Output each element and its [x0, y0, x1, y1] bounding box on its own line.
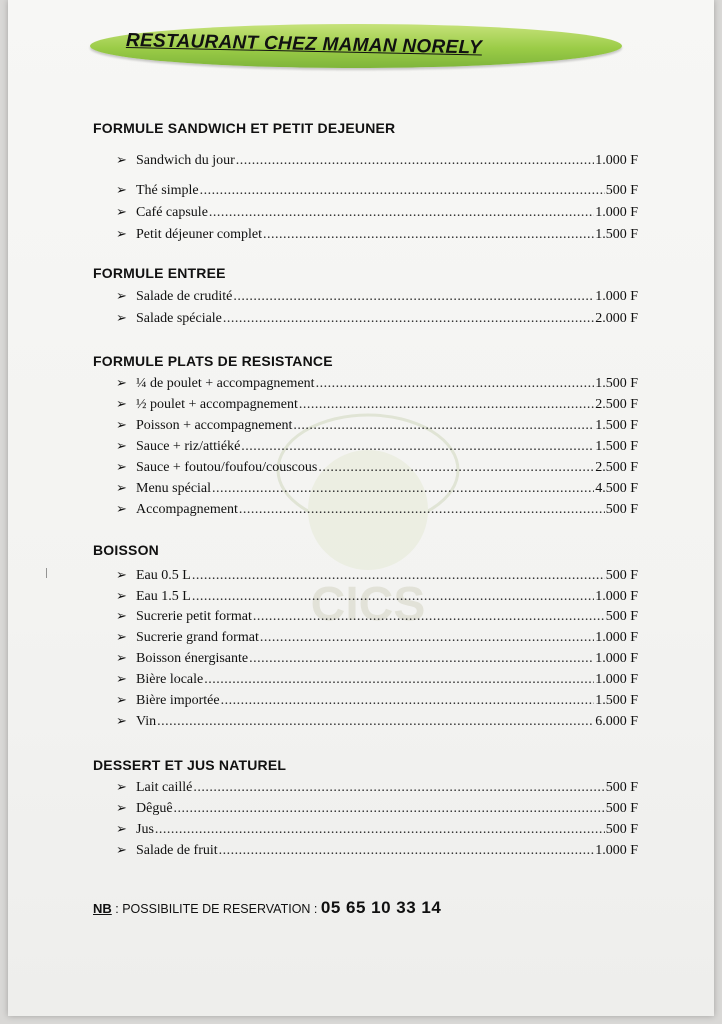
arrowhead-bullet-icon: ➢	[116, 375, 127, 390]
section-title-plats: FORMULE PLATS DE RESISTANCE	[93, 353, 333, 369]
menu-item: ➢ Bière locale ..... 1.000 F	[116, 671, 638, 691]
menu-sheet	[8, 0, 714, 1016]
menu-item: ➢ Bière importée ..... 1.500 F	[116, 692, 638, 712]
menu-item: ➢ Poisson + accompagnement ..... 1.500 F	[116, 417, 638, 437]
arrowhead-bullet-icon: ➢	[116, 608, 127, 623]
restaurant-title: RESTAURANT CHEZ MAMAN NORELY	[125, 30, 483, 59]
menu-item: ➢ Boisson énergisante ..... 1.000 F	[116, 650, 638, 670]
section-title-dessert: DESSERT ET JUS NATUREL	[93, 757, 287, 773]
arrowhead-bullet-icon: ➢	[116, 182, 127, 197]
section-title-sandwich: FORMULE SANDWICH ET PETIT DEJEUNER	[93, 120, 396, 136]
menu-item: ➢ Dêguê ..... 500 F	[116, 800, 638, 820]
menu-item: ➢ ¼ de poulet + accompagnement ..... 1.500 F	[116, 375, 638, 395]
arrowhead-bullet-icon: ➢	[116, 588, 127, 603]
menu-item: ➢ Accompagnement ..... 500 F	[116, 501, 638, 521]
reservation-note	[93, 898, 441, 918]
arrowhead-bullet-icon: ➢	[116, 800, 127, 815]
menu-item: ➢ Sauce + foutou/foufou/couscous ..... 2.500 F	[116, 459, 638, 479]
arrowhead-bullet-icon: ➢	[116, 821, 127, 836]
arrowhead-bullet-icon: ➢	[116, 417, 127, 432]
menu-item: ➢ Café capsule ..... 1.000 F	[116, 204, 638, 224]
arrowhead-bullet-icon: ➢	[116, 650, 127, 665]
paper-speck	[46, 568, 47, 578]
arrowhead-bullet-icon: ➢	[116, 480, 127, 495]
arrowhead-bullet-icon: ➢	[116, 567, 127, 582]
arrowhead-bullet-icon: ➢	[116, 713, 127, 728]
menu-item: ➢ Thé simple ..... 500 F	[116, 182, 638, 202]
section-title-entree: FORMULE ENTREE	[93, 265, 226, 281]
menu-item: ➢ Sauce + riz/attiéké ..... 1.500 F	[116, 438, 638, 458]
menu-item: ➢ Petit déjeuner complet ..... 1.500 F	[116, 226, 638, 246]
menu-item: ➢ Eau 1.5 L ..... 1.000 F	[116, 588, 638, 608]
menu-item: ➢ Vin ..... 6.000 F	[116, 713, 638, 733]
menu-item: ➢ Sandwich du jour ..... 1.000 F	[116, 152, 638, 172]
phone-number: 05 65 10 33 14	[320, 898, 442, 917]
menu-item: ➢ Menu spécial ..... 4.500 F	[116, 480, 638, 500]
arrowhead-bullet-icon: ➢	[116, 310, 127, 325]
menu-item: ➢ Salade spéciale ..... 2.000 F	[116, 310, 638, 330]
arrowhead-bullet-icon: ➢	[116, 204, 127, 219]
arrowhead-bullet-icon: ➢	[116, 226, 127, 241]
arrowhead-bullet-icon: ➢	[116, 288, 127, 303]
menu-item: ➢ Jus ..... 500 F	[116, 821, 638, 841]
menu-item: ➢ Eau 0.5 L ..... 500 F	[116, 567, 638, 587]
reservation-text: POSSIBILITE DE RESERVATION :	[122, 902, 321, 916]
arrowhead-bullet-icon: ➢	[116, 842, 127, 857]
menu-item: ➢ Sucrerie grand format ..... 1.000 F	[116, 629, 638, 649]
arrowhead-bullet-icon: ➢	[116, 438, 127, 453]
arrowhead-bullet-icon: ➢	[116, 629, 127, 644]
nb-label: NB	[93, 901, 112, 916]
menu-item: ➢ Salade de fruit ..... 1.000 F	[116, 842, 638, 862]
menu-item: ➢ Salade de crudité ..... 1.000 F	[116, 288, 638, 308]
watermark-text: CICS	[310, 578, 426, 631]
arrowhead-bullet-icon: ➢	[116, 396, 127, 411]
nb-separator: :	[111, 902, 123, 916]
arrowhead-bullet-icon: ➢	[116, 501, 127, 516]
arrowhead-bullet-icon: ➢	[116, 692, 127, 707]
arrowhead-bullet-icon: ➢	[116, 152, 127, 167]
menu-item: ➢ ½ poulet + accompagnement ..... 2.500 F	[116, 396, 638, 416]
menu-item: ➢ Sucrerie petit format ..... 500 F	[116, 608, 638, 628]
arrowhead-bullet-icon: ➢	[116, 671, 127, 686]
arrowhead-bullet-icon: ➢	[116, 779, 127, 794]
section-title-boisson: BOISSON	[93, 542, 159, 558]
arrowhead-bullet-icon: ➢	[116, 459, 127, 474]
menu-item: ➢ Lait caillé ..... 500 F	[116, 779, 638, 799]
